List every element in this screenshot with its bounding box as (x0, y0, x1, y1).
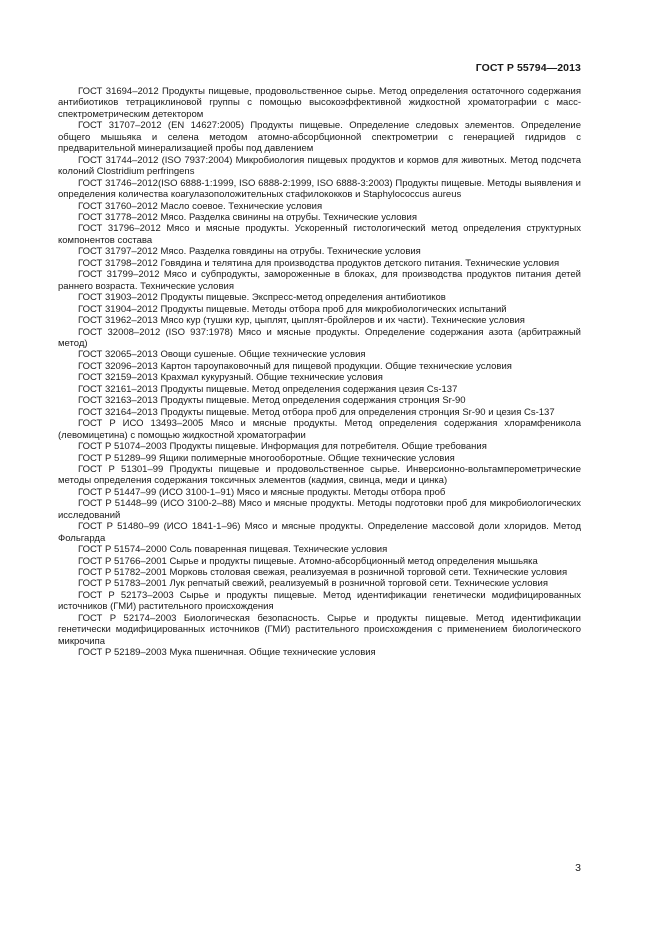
reference-item: ГОСТ 31796–2012 Мясо и мясные продукты. Ускоренный гистологический метод определения структурных компонентов состава (58, 223, 581, 246)
reference-item: ГОСТ 32065–2013 Овощи сушеные. Общие технические условия (78, 349, 366, 361)
reference-item: ГОСТ 31904–2012 Продукты пищевые. Методы отбора проб для микробиологических испытаний (78, 303, 507, 315)
reference-item: ГОСТ 32096–2013 Картон тароупаковочный для пищевой продукции. Общие технические условия (78, 360, 512, 372)
reference-item: ГОСТ Р 51448–99 (ИСО 3100-2–88) Мясо и мясные продукты. Методы подготовки проб для микробиологических исследований (58, 498, 581, 521)
reference-item: ГОСТ 31798–2012 Говядина и телятина для производства продуктов детского питания. Технические условия (78, 257, 560, 269)
reference-item: ГОСТ Р 51574–2000 Соль поваренная пищевая. Технические условия (78, 544, 388, 556)
reference-item: ГОСТ 31799–2012 Мясо и субпродукты, замороженные в блоках, для производства продуктов питания детей раннего возраста. Технические условия (58, 269, 581, 292)
reference-item: ГОСТ 31962–2013 Мясо кур (тушки кур, цыплят, цыплят-бройлеров и их части). Технические условия (78, 315, 525, 327)
reference-item: ГОСТ Р 52174–2003 Биологическая безопасность. Сырье и продукты пищевые. Метод идентификации генетически модифицированных источников (ГМИ) растительного происхождения с применением биологического микрочипа (58, 612, 581, 647)
reference-item: ГОСТ Р 51766–2001 Сырье и продукты пищевые. Атомно-абсорбционный метод определения мышьяка (78, 555, 538, 567)
reference-item: ГОСТ Р 52189–2003 Мука пшеничная. Общие технические условия (78, 647, 376, 659)
document-header: ГОСТ Р 55794—2013 (475, 62, 581, 74)
reference-item: ГОСТ 31797–2012 Мясо. Разделка говядины на отрубы. Технические условия (78, 246, 421, 258)
reference-item: ГОСТ Р 51447–99 (ИСО 3100-1–91) Мясо и мясные продукты. Методы отбора проб (78, 486, 446, 498)
reference-item: ГОСТ Р 51289–99 Ящики полимерные многооборотные. Общие технические условия (78, 452, 455, 464)
reference-item: ГОСТ 32008–2012 (ISO 937:1978) Мясо и мясные продукты. Определение содержания азота (арбитражный метод) (58, 326, 581, 349)
reference-item: ГОСТ Р 51074–2003 Продукты пищевые. Информация для потребителя. Общие требования (78, 441, 487, 453)
reference-item: ГОСТ Р 51480–99 (ИСО 1841-1–96) Мясо и мясные продукты. Определение массовой доли хлоридов. Метод Фольгарда (58, 521, 581, 544)
reference-item: ГОСТ 32164–2013 Продукты пищевые. Метод отбора проб для определения стронция Sr-90 и цезия Cs-137 (78, 406, 555, 418)
reference-item: ГОСТ Р 51301–99 Продукты пищевые и продовольственное сырье. Инверсионно-вольтамперометрические методы определения содержания токсичных элементов (кадмия, свинца, меди и цинка) (58, 463, 581, 487)
references-list (58, 86, 581, 659)
reference-item: ГОСТ 32163–2013 Продукты пищевые. Метод определения содержания стронция Sr-90 (78, 395, 466, 407)
reference-item: ГОСТ Р 52173–2003 Сырье и продукты пищевые. Метод идентификации генетически модифицированных источников (ГМИ) растительного происхождения (58, 589, 581, 613)
reference-item: ГОСТ Р 51782–2001 Морковь столовая свежая, реализуемая в розничной торговой сети. Технические условия (78, 567, 568, 579)
reference-item: ГОСТ 31903–2012 Продукты пищевые. Экспресс-метод определения антибиотиков (78, 292, 446, 304)
reference-item: ГОСТ Р 51783–2001 Лук репчатый свежий, реализуемый в розничной торговой сети. Технические условия (78, 578, 548, 590)
reference-item: ГОСТ 31744–2012 (ISO 7937:2004) Микробиология пищевых продуктов и кормов для животных. Метод подсчета колоний Clostridium perfringens (58, 154, 581, 178)
reference-item: ГОСТ Р ИСО 13493–2005 Мясо и мясные продукты. Метод определения содержания хлорамфеникола (левомицетина) с помощью жидкостной хроматографии (58, 418, 581, 441)
reference-item: ГОСТ 32161–2013 Продукты пищевые. Метод определения содержания цезия Cs-137 (78, 383, 458, 395)
page-number: 3 (575, 862, 581, 874)
reference-item: ГОСТ 31778–2012 Мясо. Разделка свинины на отрубы. Технические условия (78, 211, 418, 223)
reference-item: ГОСТ 31746–2012(ISO 6888-1:1999, ISO 6888-2:1999, ISO 6888-3:2003) Продукты пищевые. Методы выявления и определения количества коагулазоположительных стафилококков и Staphylococcus aureus (58, 177, 581, 201)
reference-item: ГОСТ 31760–2012 Масло соевое. Технические условия (78, 200, 323, 212)
reference-item: ГОСТ 31694–2012 Продукты пищевые, продовольственное сырье. Метод определения остаточного содержания антибиотиков тетрациклиновой группы с помощью высокоэффективной жидкостной хроматографии с масс-спектрометрическим детектором (58, 86, 581, 120)
reference-item: ГОСТ 31707–2012 (EN 14627:2005) Продукты пищевые. Определение следовых элементов. Определение общего мышьяка и селена методом атомно-абсорбционной спектрометрии с генерацией гидридов с предварительной минерализацией пробы под давлением (58, 120, 581, 155)
reference-item: ГОСТ 32159–2013 Крахмал кукурузный. Общие технические условия (78, 372, 383, 384)
